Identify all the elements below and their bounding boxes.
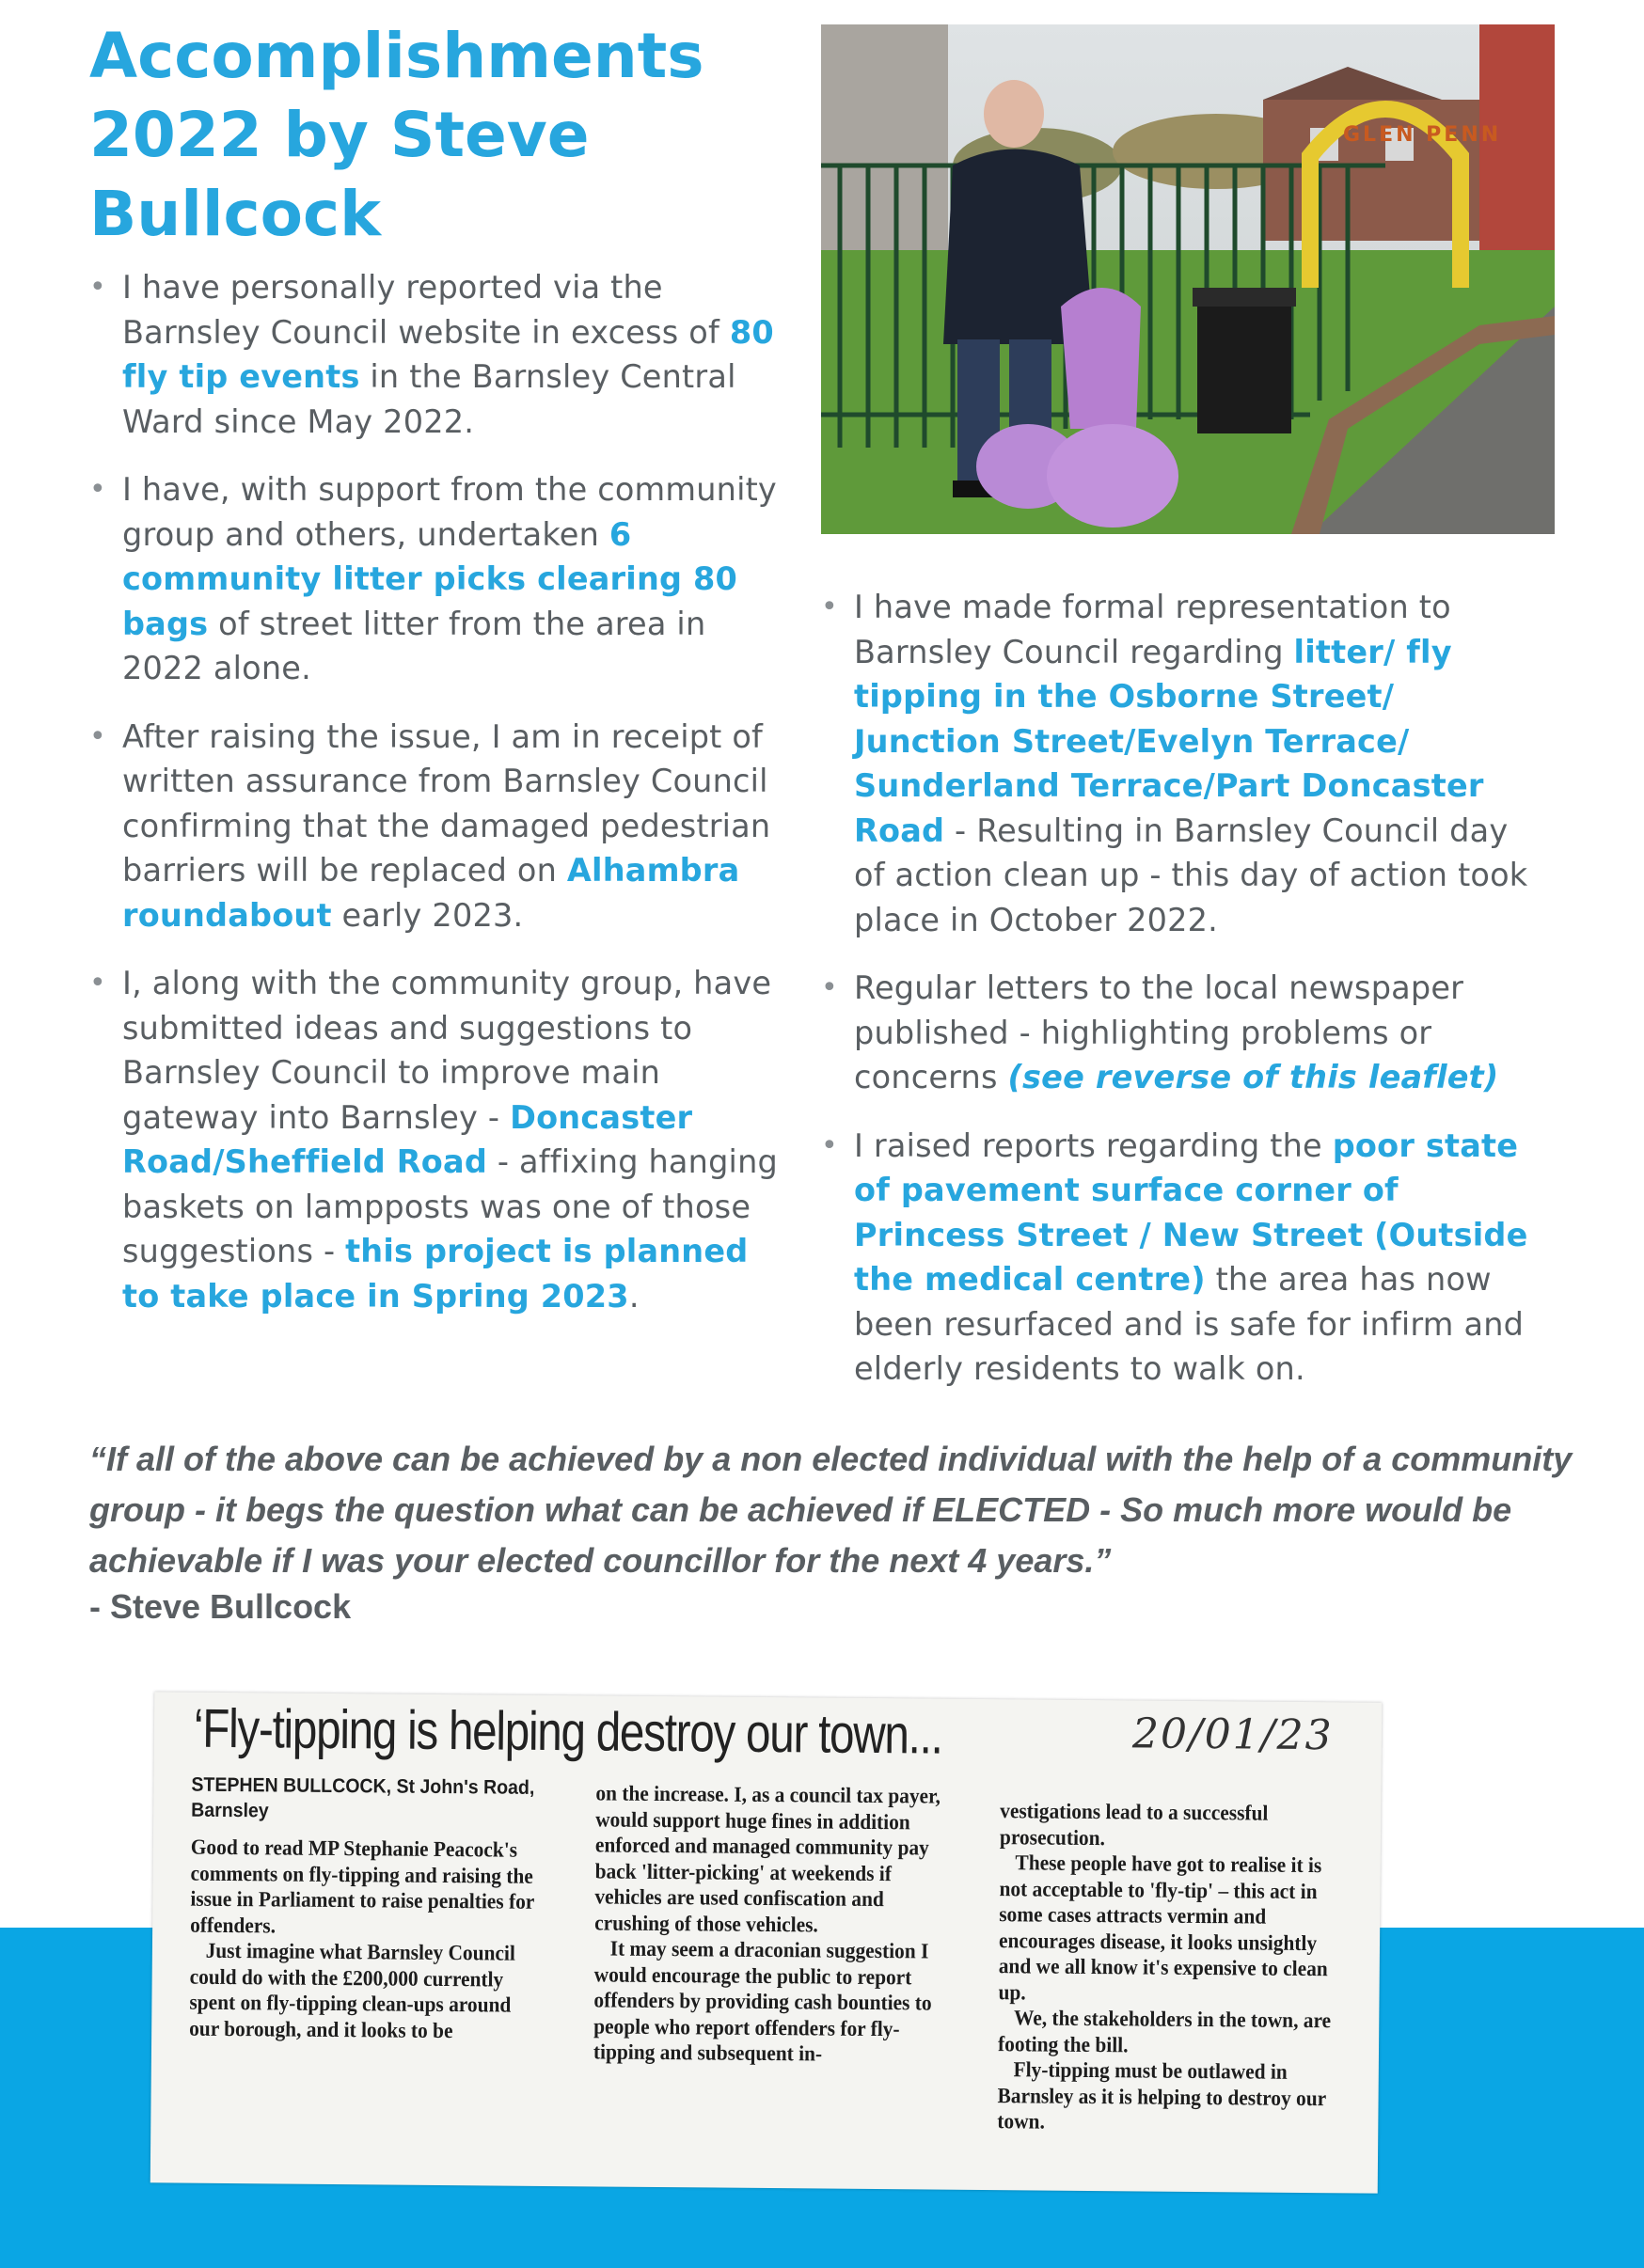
item-text: After raising the issue, I am in receipt of written assurance from Barnsley Council confirming that the damaged pedestrian barriers will be replaced on [122, 717, 771, 889]
accomplishment-item [821, 1124, 1536, 1392]
bullet-icon: • [89, 719, 106, 753]
clipping-paragraph: Good to read MP Stephanie Peacock's comments on fly-tipping and raising the issue in Parliament to raise penalties for offenders. [190, 1835, 535, 1937]
highlighted-text: poor state of pavement surface corner of Princess Street / New Street (Outside the medical centre) [854, 1126, 1528, 1298]
highlighted-text: (see reverse of this leaflet) [1007, 1059, 1499, 1095]
bullet-icon: • [89, 271, 106, 304]
bullet-icon: • [89, 473, 106, 506]
highlighted-text: Doncaster Road/Sheffield Road [122, 1098, 693, 1180]
accomplishment-item [821, 585, 1536, 942]
campaign-quote: “If all of the above can be achieved by a non elected individual with the help of a community group - it begs the question what can be achieved if ELECTED - So much more would be achievable if I was your elected councillor for the next 4 years.” [89, 1440, 1573, 1580]
highlighted-text: litter/ fly tipping in the Osborne Street/ Junction Street/Evelyn Terrace/ Sunderland Terrace/Part Doncaster Road [854, 633, 1484, 849]
clipping-paragraph: Just imagine what Barnsley Council could do with the £200,000 currently spent on fly-tipping clean-ups around our borough, and it looks to be [189, 1938, 515, 2042]
item-text: of street litter from the area in 2022 alone. [122, 605, 706, 686]
bullet-icon: • [821, 971, 838, 1004]
left-bullet-list [89, 265, 785, 1342]
clipping-column-2 [593, 1780, 946, 2068]
accomplishment-item [89, 265, 785, 444]
item-text: I have personally reported via the Barnsley Council website in excess of [122, 269, 730, 351]
highlighted-text: 80 fly tip events [122, 313, 774, 395]
item-text: I have made formal representation to Barnsley Council regarding [854, 589, 1451, 670]
clipping-paragraph: on the increase. I, as a council tax payer, would support huge fines in addition enforced and managed community pay back 'litter-picking' at weekends if vehicles are used confiscation and crushing of those vehicles. [594, 1781, 941, 1936]
clipping-column-1 [189, 1772, 541, 2044]
bullet-icon: • [821, 1128, 838, 1162]
highlighted-text: Alhambra roundabout [122, 852, 740, 934]
clipping-paragraph: vestigations lead to a successful prosecution. [999, 1799, 1269, 1850]
item-text: the area has now been resurfaced and is safe for infirm and elderly residents to walk on. [854, 1261, 1525, 1387]
item-text: I have, with support from the community group and others, undertaken [122, 471, 777, 553]
clipping-byline: STEPHEN BULLCOCK, St John's Road, Barnsley [191, 1773, 535, 1822]
volunteer-photo [821, 24, 1555, 534]
item-text: - Resulting in Barnsley Council day of action clean up - this day of action took place in October 2022. [854, 811, 1528, 938]
clipping-column-3 [997, 1798, 1345, 2137]
item-text: I raised reports regarding the [854, 1126, 1333, 1164]
clipping-paragraph: These people have got to realise it is not acceptable to 'fly-tip' – this act in some cases attracts vermin and encourages disease, it looks unsightly and we all know it's expensive to clean up. [998, 1851, 1328, 2004]
page-title: Accomplishments 2022 by Steve Bullcock [89, 20, 704, 250]
item-text: . [628, 1277, 640, 1315]
right-bullet-list [821, 585, 1536, 1415]
accomplishment-item [89, 961, 785, 1318]
handwritten-date: 20/01/23 [1131, 1709, 1334, 1760]
newspaper-clipping [150, 1692, 1383, 2193]
item-text: Regular letters to the local newspaper published - highlighting problems or concerns [854, 969, 1464, 1095]
accomplishment-item [89, 715, 785, 938]
highlighted-text: this project is planned to take place in Spring 2023 [122, 1233, 749, 1315]
clipping-headline: ‘Fly-tipping is helping destroy our town... [193, 1697, 942, 1766]
clipping-paragraph: We, the stakeholders in the town, are footing the bill. [997, 2006, 1332, 2056]
item-text: in the Barnsley Central Ward since May 2022. [122, 358, 736, 440]
quote-author: - Steve Bullcock [89, 1587, 352, 1626]
accomplishment-item [821, 966, 1536, 1100]
clipping-paragraph: Fly-tipping must be outlawed in Barnsley as it is helping to destroy our town. [997, 2057, 1326, 2134]
bullet-icon: • [821, 591, 838, 623]
clipping-paragraph: It may seem a draconian suggestion I would encourage the public to report offenders by providing cash bounties to people who report offenders for fly-tipping and subsequent in- [593, 1936, 932, 2066]
bullet-icon: • [89, 967, 106, 1000]
highlighted-text: 6 community litter picks clearing 80 bags [122, 515, 738, 642]
item-text: early 2023. [331, 896, 524, 934]
sign-text: GLEN PENN [1343, 123, 1502, 147]
accomplishment-item [89, 467, 785, 691]
item-text: - affixing hanging baskets on lampposts was one of those suggestions - [122, 1143, 778, 1269]
item-text: I, along with the community group, have submitted ideas and suggestions to Barnsley Council to improve main gateway into Barnsley - [122, 965, 772, 1136]
